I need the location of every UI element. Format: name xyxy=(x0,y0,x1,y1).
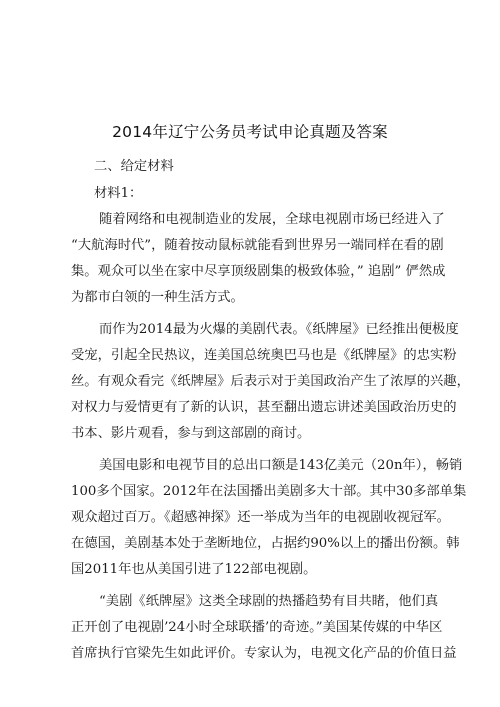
paragraph-line: 国2011年也从美国引进了122部电视剧。 xyxy=(71,562,317,577)
paragraph-line: “大航海时代”，随着按动鼠标就能看到世界另一端同样在看的剧 xyxy=(71,238,444,253)
section-heading: 二、给定材料 xyxy=(94,159,174,174)
paragraph-line: 集。观众可以坐在家中尽享顶级剧集的极致体验，” 追剧” 俨然成 xyxy=(71,264,446,279)
paragraph-line: 随着网络和电视制造业的发展，全球电视剧市场已经进入了 xyxy=(99,212,445,227)
paragraph-line: 为都市白领的一种生活方式。 xyxy=(71,290,244,305)
paragraph-line: 丝。有观众看完《纸牌屋》后表示对于美国政治产生了浓厚的兴趣， xyxy=(71,374,470,389)
paragraph-line: 受宠，引起全民热议，连美国总统奥巴马也是《纸牌屋》的忠实粉 xyxy=(71,348,457,363)
paragraph-line: 首席执行官梁先生如此评价。专家认为，电视文化产品的价值日益 xyxy=(71,646,457,661)
paragraph-line: 对权力与爱情更有了新的认识，甚至翻出遗忘讲述美国政治历史的 xyxy=(71,400,457,415)
paragraph-line: 100多个国家。2012年在法国播出美剧多大十部。其中30多部单集 xyxy=(71,484,467,499)
paragraph-line: “美剧《纸牌屋》这类全球剧的热播趋势有目共睹，他们真 xyxy=(99,594,439,609)
paragraph-line: 在德国，美剧基本处于垄断地位，占据约90%以上的播出份额。韩 xyxy=(71,536,460,551)
paragraph-line: 书本、影片观看，参与到这部剧的商讨。 xyxy=(71,426,311,441)
paragraph-line: 美国电影和电视节目的总出口额是143亿美元（20n年），畅销 xyxy=(99,458,463,473)
paragraph-line: 正开创了电视剧’24小时全球联播’的奇迹。”美国某传媒的中华区 xyxy=(71,620,443,635)
paragraph-line: 观众超过百万。《超感神探》还一举成为当年的电视剧收视冠军。 xyxy=(71,510,450,525)
document-title: 2014年辽宁公务员考试申论真题及答案 xyxy=(112,123,388,141)
material-label: 材料1： xyxy=(94,186,143,201)
paragraph-line: 而作为2014最为火爆的美剧代表。《纸牌屋》已经推出便极度 xyxy=(99,322,459,337)
